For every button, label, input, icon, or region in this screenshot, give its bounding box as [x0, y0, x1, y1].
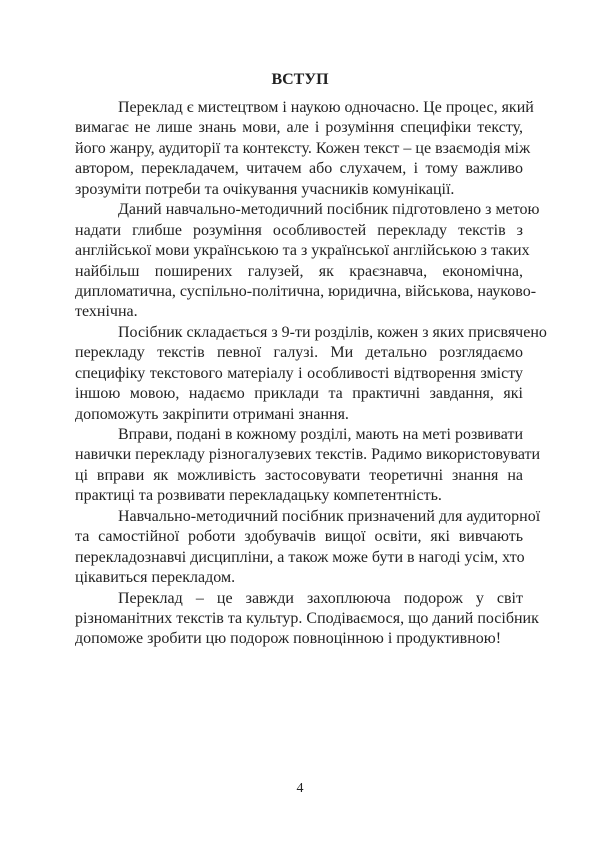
text-line: допоможе зробити цю подорож повноцінною і продуктивною! [75, 630, 502, 648]
text-line: Переклад є мистецтвом і наукою одночасно. Це процес, який [118, 99, 534, 116]
page-number: 4 [296, 781, 304, 796]
text-line: іншою мовою, надаємо приклади та практичні завдання, які [75, 385, 523, 403]
text-line: специфіку текстового матеріалу і особливості відтворення змісту [75, 364, 523, 382]
text-line: дипломатична, суспільно-політична, юридична, військова, науково- [75, 282, 537, 300]
text-line: перекладу текстів певної галузі. Ми детально розглядаємо [75, 344, 523, 362]
text-line: Переклад – це завжди захоплююча подорож у світ [118, 589, 523, 607]
paragraph [75, 200, 540, 323]
text-line: Посібник складається з 9-ти розділів, кожен з яких присвячено [118, 323, 547, 341]
paragraph [75, 507, 541, 589]
text-line: практиці та розвивати перекладацьку компетентність. [75, 487, 442, 505]
text-line: різноманітних текстів та культур. Сподіваємося, що даний посібник [75, 609, 539, 627]
text-line: його жанру, аудиторії та контексту. Кожен текст – це взаємодія між [75, 139, 531, 157]
text-line: цікавиться перекладом. [75, 569, 236, 587]
text-line: Вправи, подані в кожному розділі, мають на меті розвивати [118, 426, 523, 443]
text-line: ці вправи як можливість застосовувати теоретичні знання на [75, 466, 523, 484]
paragraph [75, 425, 541, 507]
text-line: та самостійної роботи здобувачів вищої освіти, які вивчають [75, 528, 523, 546]
text-line: Навчально-методичний посібник призначений для аудиторної [118, 507, 541, 525]
text-line: Даний навчально-методичний посібник підготовлено з метою [118, 201, 540, 219]
text-line: технічна. [75, 303, 138, 321]
paragraph [75, 98, 534, 200]
paragraph [75, 323, 547, 425]
text-line: надати глибше розуміння особливостей перекладу текстів з [75, 221, 523, 239]
paragraph [75, 589, 539, 650]
text-line: перекладознавчі дисципліни, а також може бути в нагоді усім, хто [75, 548, 525, 566]
text-line: зрозуміти потреби та очікування учасників комунікації. [75, 180, 455, 198]
page-title: ВСТУП [271, 71, 329, 88]
text-line: автором, перекладачем, читачем або слухачем, і тому важливо [75, 160, 523, 178]
text-line: вимагає не лише знань мови, але і розуміння специфіки тексту, [75, 119, 523, 137]
text-line: допоможуть закріпити отримані знання. [75, 405, 349, 423]
text-line: навички перекладу різногалузевих текстів. Радимо використовувати [75, 446, 541, 464]
document-body [75, 98, 547, 650]
text-line: найбільш поширених галузей, як краєзнавча, економічна, [75, 262, 523, 280]
text-line: англійської мови українською та з української англійською з таких [75, 242, 530, 260]
